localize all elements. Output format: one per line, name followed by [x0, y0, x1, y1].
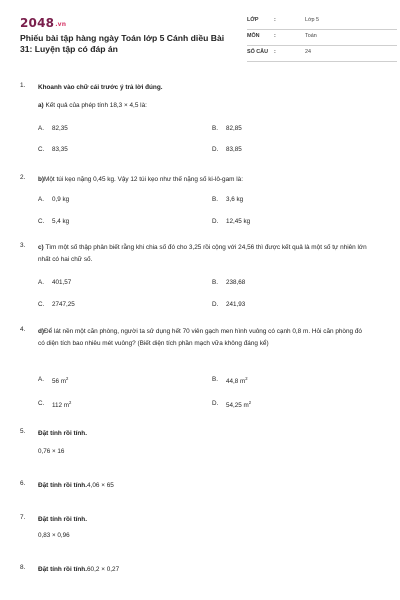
option-value	[52, 400, 71, 409]
question-text	[38, 174, 370, 186]
option-value: 0,9 kg	[52, 196, 70, 203]
meta-table	[247, 14, 397, 62]
expression: 0,76 × 16	[38, 448, 65, 455]
option-value: 83,35	[52, 146, 68, 153]
option-value	[226, 400, 251, 409]
question-title: Khoanh vào chữ cái trước ý trả lời đúng.	[38, 84, 163, 91]
question-number: 5.	[20, 428, 26, 435]
meta-label: SỐ CÂU	[247, 49, 268, 55]
option-letter: B.	[212, 125, 218, 132]
question-title: Đặt tính rồi tính.	[38, 482, 87, 489]
question-text	[38, 480, 370, 492]
question-body: Tìm một số thập phân biết rằng khi chia số đó cho 3,25 rồi cộng với 24,56 thì được kết quả là một số tự nhiên lớn nhất có hai chữ số.	[38, 244, 367, 263]
option-letter: A.	[38, 196, 44, 203]
option-letter: C.	[38, 218, 45, 225]
option-value: 82,85	[226, 125, 242, 132]
option-letter: C.	[38, 301, 45, 308]
question-text	[38, 242, 370, 265]
option-superscript: 2	[66, 376, 69, 381]
meta-value: Lớp 5	[305, 17, 320, 23]
question-title: Đặt tính rồi tính.	[38, 516, 87, 523]
question-text	[38, 326, 370, 349]
option-superscript: 2	[245, 376, 248, 381]
question-number: 6.	[20, 480, 26, 487]
question-6	[20, 480, 382, 492]
option-letter: D.	[212, 400, 219, 407]
option-value-text: 54,25 m	[226, 402, 249, 409]
option-value-text: 44,8 m	[226, 378, 246, 385]
option-value: 12,45 kg	[226, 218, 251, 225]
meta-row-count	[247, 46, 397, 62]
option-value: 82,35	[52, 125, 68, 132]
question-3	[20, 242, 382, 266]
question-prefix: a)	[38, 102, 44, 109]
meta-label: LỚP	[247, 17, 259, 23]
question-number: 1.	[20, 82, 26, 89]
option-value: 83,85	[226, 146, 242, 153]
option-value	[226, 376, 248, 385]
option-letter: B.	[212, 196, 218, 203]
meta-value: 24	[305, 49, 311, 55]
option-value-text: 112 m	[52, 402, 70, 409]
expression: 4,06 × 65	[87, 482, 114, 489]
option-letter: A.	[38, 376, 44, 383]
question-7	[20, 514, 382, 526]
option-value	[52, 376, 68, 385]
question-number: 8.	[20, 564, 26, 571]
option-letter: B.	[212, 279, 218, 286]
meta-colon: :	[274, 49, 276, 55]
meta-row-class	[247, 14, 397, 30]
option-value: 241,93	[226, 301, 246, 308]
option-superscript: 2	[248, 400, 252, 405]
expression: 0,83 × 0,96	[38, 532, 70, 539]
option-superscript: 2	[69, 400, 72, 405]
question-7-expression	[20, 532, 382, 544]
question-4	[20, 326, 382, 362]
option-value: 3,6 kg	[226, 196, 244, 203]
question-number: 2.	[20, 174, 26, 181]
option-value: 2747,25	[52, 301, 75, 308]
option-letter: B.	[212, 376, 218, 383]
expression: 60,2 × 0,27	[87, 566, 120, 573]
question-number: 3.	[20, 242, 26, 249]
question-2	[20, 174, 382, 186]
option-value: 238,68	[226, 279, 246, 286]
option-letter: D.	[212, 301, 219, 308]
option-letter: D.	[212, 218, 219, 225]
question-1	[20, 82, 382, 162]
logo-main: 2048	[20, 16, 55, 30]
question-1a-text	[20, 100, 382, 112]
question-8	[20, 564, 382, 576]
question-title: Đặt tính rồi tính.	[38, 430, 87, 437]
option-value-text: 56 m	[52, 378, 66, 385]
question-body: Một túi kẹo nặng 0,45 kg. Vậy 12 túi kẹo như thế nặng số ki-lô-gam là:	[44, 176, 244, 183]
question-prefix: d)	[38, 328, 45, 335]
option-letter: A.	[38, 125, 44, 132]
question-title: Đặt tính rồi tính.	[38, 566, 87, 573]
logo[interactable]	[20, 16, 66, 30]
header	[20, 14, 382, 62]
question-body: Kết quả của phép tính 18,3 × 4,5 là:	[45, 102, 147, 109]
page-title: Phiếu bài tập hàng ngày Toán lớp 5 Cánh diều Bài 31: Luyện tập có đáp án	[20, 33, 225, 54]
option-letter: D.	[212, 146, 219, 153]
option-letter: A.	[38, 279, 44, 286]
meta-value: Toán	[305, 33, 317, 39]
meta-label: MÔN	[247, 33, 260, 39]
option-value: 5,4 kg	[52, 218, 70, 225]
question-5	[20, 428, 382, 440]
meta-colon: :	[274, 33, 276, 39]
question-prefix: b)	[38, 176, 45, 183]
question-text	[38, 100, 370, 112]
question-text	[38, 564, 370, 576]
logo-suffix: .vn	[55, 21, 67, 28]
option-letter: C.	[38, 400, 45, 407]
option-value: 401,57	[52, 279, 72, 286]
meta-colon: :	[274, 17, 276, 23]
question-number: 7.	[20, 514, 26, 521]
meta-row-subject	[247, 30, 397, 46]
question-body: Để lát nền một căn phòng, người ta sử dụng hết 70 viên gạch men hình vuông có cạnh 0,8 m. Hỏi căn phòng đó có diện tích bao nhiêu mét vuông? (Biết diện tích phần mạch vữa không đáng kể)	[38, 328, 362, 347]
question-prefix: c)	[38, 244, 44, 251]
question-5-expression	[20, 448, 382, 460]
option-letter: C.	[38, 146, 45, 153]
question-number: 4.	[20, 326, 26, 333]
